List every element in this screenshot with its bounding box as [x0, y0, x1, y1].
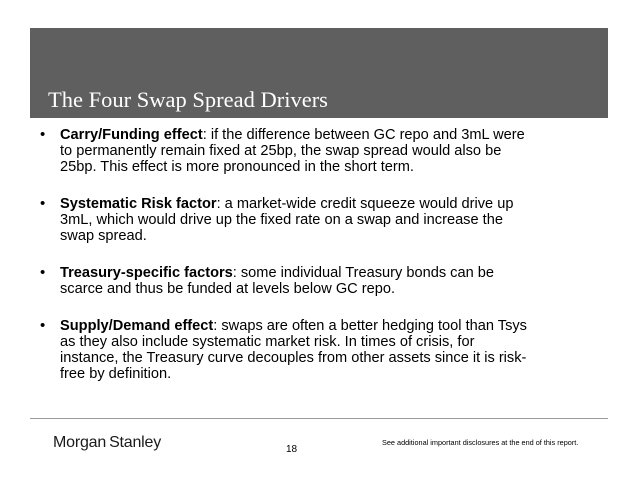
bullet-systematic-risk [40, 196, 600, 244]
bullet-heading: Treasury-specific factors [60, 265, 233, 281]
bullet-list [40, 127, 600, 403]
bullet-line: 3mL, which would drive up the fixed rate on a swap and increase the [60, 212, 503, 228]
bullet-line-text: : a market-wide credit squeeze would drive up [216, 196, 514, 212]
logo-word-morgan: Morgan [53, 434, 107, 451]
slide-title: The Four Swap Spread Drivers [48, 87, 328, 112]
bullet-supply-demand [40, 318, 600, 382]
bullet-line: scarce and thus be funded at levels below GC repo. [60, 281, 396, 297]
bullet-dot-icon: • [40, 317, 46, 334]
bullet-treasury-specific [40, 265, 600, 297]
bullet-line: instance, the Treasury curve decouples from other assets since it is risk- [60, 350, 527, 366]
bullet-heading: Systematic Risk factor [60, 196, 217, 212]
bullet-line: swap spread. [60, 228, 147, 244]
bullet-line [60, 265, 600, 281]
title-bar [30, 28, 608, 118]
bullet-line [60, 318, 600, 334]
bullet-line-text: : if the difference between GC repo and 3mL were [202, 127, 525, 143]
bullet-line: 25bp. This effect is more pronounced in the short term. [60, 159, 414, 175]
page-number: 18 [286, 444, 298, 455]
bullet-line-text: : some individual Treasury bonds can be [232, 265, 494, 281]
bullet-dot-icon: • [40, 195, 46, 212]
bullet-carry-funding [40, 127, 600, 175]
bullet-line: to permanently remain fixed at 25bp, the swap spread would also be [60, 143, 502, 159]
logo-word-stanley: Stanley [109, 434, 162, 451]
bullet-line: free by definition. [60, 366, 172, 382]
disclosure-note: See additional important disclosures at the end of this report. [382, 438, 579, 447]
bullet-line: as they also include systematic market risk. In times of crisis, for [60, 334, 475, 350]
bullet-dot-icon: • [40, 126, 46, 143]
bullet-dot-icon: • [40, 264, 46, 281]
bullet-line-text: : swaps are often a better hedging tool than Tsys [213, 318, 527, 334]
bullet-line [60, 196, 600, 212]
morgan-stanley-logo [53, 434, 161, 452]
bullet-heading: Carry/Funding effect [60, 127, 203, 143]
footer-divider [30, 418, 608, 419]
bullet-heading: Supply/Demand effect [60, 318, 214, 334]
bullet-line [60, 127, 600, 143]
